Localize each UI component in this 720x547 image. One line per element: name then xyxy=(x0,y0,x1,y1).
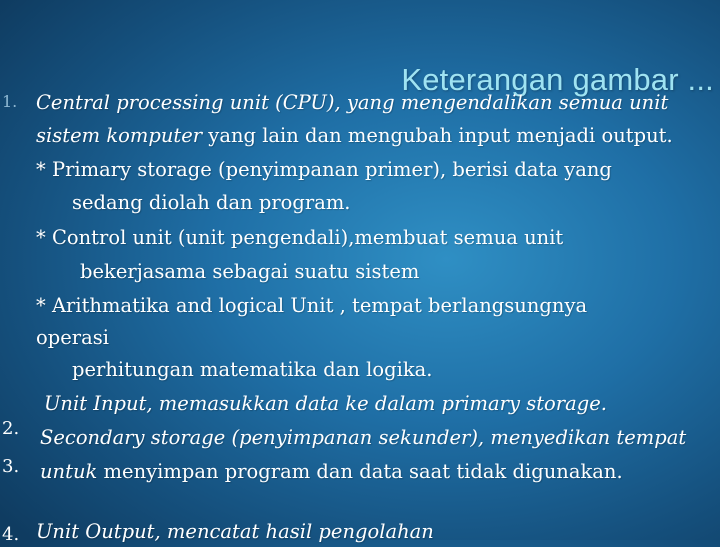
list-number-3: 3. xyxy=(2,456,20,477)
sub-item-primary-storage-cont: sedang diolah dan program. xyxy=(72,191,351,214)
sub-item-primary-storage: * Primary storage (penyimpanan primer), berisi data yang xyxy=(36,158,612,181)
sub-item-control-unit-cont: bekerjasama sebagai suatu sistem xyxy=(80,260,420,283)
list-number-4: 4. xyxy=(2,524,20,545)
sub-item-alu-cont: operasi xyxy=(36,326,109,349)
sub-item-control-unit: * Control unit (unit pengendali),membuat semua unit xyxy=(36,226,564,249)
item-3-line-2: untuk menyimpan program dan data saat tidak digunakan. xyxy=(40,460,623,483)
item-2-line: Unit Input, memasukkan data ke dalam primary storage. xyxy=(44,392,607,415)
sub-item-alu-cont-2: perhitungan matematika dan logika. xyxy=(72,358,433,381)
sub-item-alu: * Arithmatika and logical Unit , tempat berlangsungnya xyxy=(36,294,588,317)
item-3-line-1: Secondary storage (penyimpanan sekunder), menyedikan tempat xyxy=(40,426,687,449)
list-number-2: 2. xyxy=(2,418,20,439)
item-1-line-1: Central processing unit (CPU), yang mengendalikan semua unit xyxy=(36,91,669,114)
item-1-line-2: sistem komputer yang lain dan mengubah input menjadi output. xyxy=(36,124,673,147)
slide-title: Keterangan gambar ... xyxy=(401,62,714,97)
item-4-line: Unit Output, mencatat hasil pengolahan xyxy=(36,520,434,543)
list-number-1: 1. xyxy=(2,92,18,111)
